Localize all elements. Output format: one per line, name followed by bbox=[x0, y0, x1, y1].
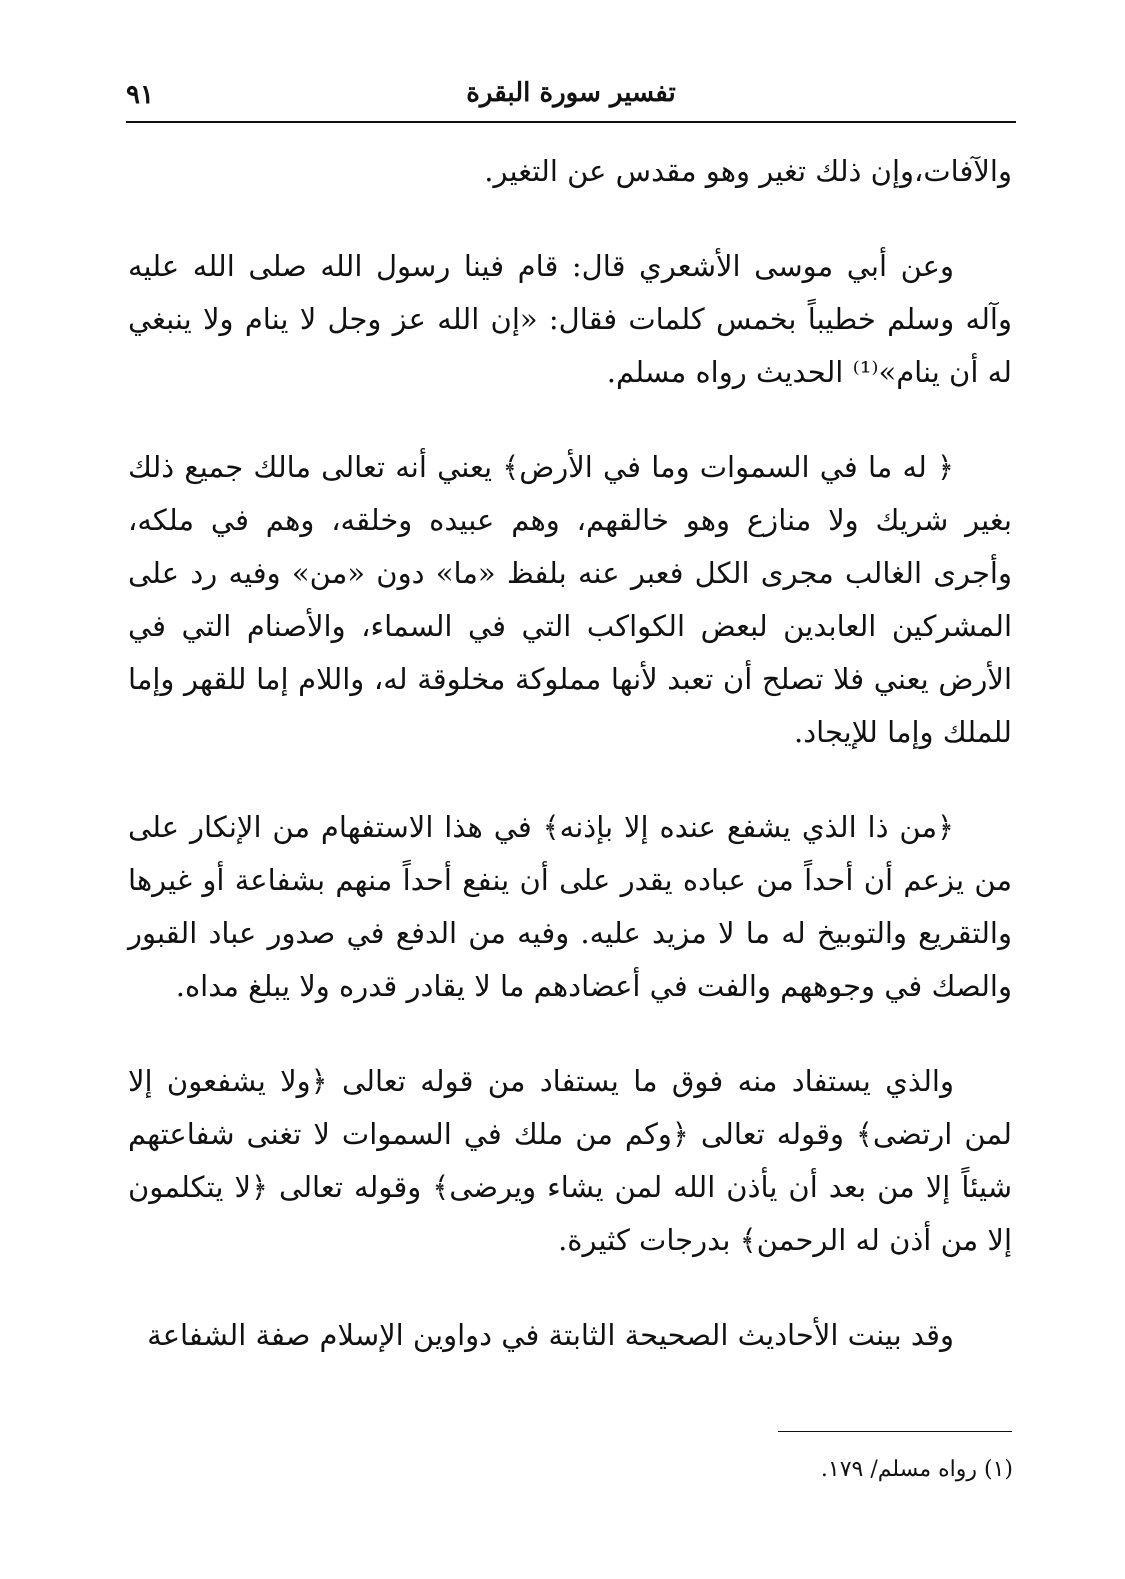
paragraph: ﴿ له ما في السموات وما في الأرض﴾ يعني أنه تعالى مالك جميع ذلك بغير شريك ولا منازع وهو خالقهم، وهم عبيده وخلقه، وهم في ملكه، وأجرى الغالب مجرى الكل فعبر عنه بلفظ «ما» دون «من» وفيه رد على المشركين العابدين لبعض الكواكب التي في السماء، والأصنام التي في الأرض يعني فلا تصلح أن تعبد لأنها مملوكة مخلوقة له، واللام إما للقهر وإما للملك وإما للإيجاد. bbox=[128, 450, 1012, 749]
paragraph: وعن أبي موسى الأشعري قال: قام فينا رسول الله صلى الله عليه وآله وسلم خطيباً بخمس كلمات فقال: «إن الله عز وجل لا ينام ولا ينبغي له أن ينام»⁽¹⁾ الحديث رواه مسلم. bbox=[128, 249, 1012, 389]
page-header bbox=[126, 72, 1016, 120]
body-text bbox=[128, 145, 1012, 1404]
running-title: تفسير سورة البقرة bbox=[466, 78, 676, 108]
paragraph: ﴿من ذا الذي يشفع عنده إلا بإذنه﴾ في هذا الاستفهام من الإنكار على من يزعم أن أحداً من عباده يقدر على أن ينفع أحداً منهم بشفاعة أو غيرها والتقريع والتوبيخ له ما لا مزيد عليه. وفيه من الدفع في صدور عباد القبور والصك في وجوههم والفت في أعضادهم ما لا يقادر قدره ولا يبلغ مداه. bbox=[128, 810, 1012, 1003]
paragraph: والذي يستفاد منه فوق ما يستفاد من قوله تعالى ﴿ولا يشفعون إلا لمن ارتضى﴾ وقوله تعالى ﴿وكم من ملك في السموات لا تغنى شفاعتهم شيئاً إلا من بعد أن يأذن الله لمن يشاء ويرضى﴾ وقوله تعالى ﴿لا يتكلمون إلا من أذن له الرحمن﴾ بدرجات كثيرة. bbox=[128, 1064, 1012, 1257]
footnote-rule bbox=[778, 1431, 1012, 1432]
paragraph: والآفات،وإن ذلك تغير وهو مقدس عن التغير. bbox=[484, 154, 1012, 188]
page-number: ٩١ bbox=[126, 80, 154, 110]
paragraph: وقد بينت الأحاديث الصحيحة الثابتة في دواوين الإسلام صفة الشفاعة bbox=[147, 1318, 954, 1352]
footnote: (١) رواه مسلم/ ١٧٩. bbox=[820, 1457, 1013, 1482]
header-rule bbox=[126, 121, 1016, 123]
